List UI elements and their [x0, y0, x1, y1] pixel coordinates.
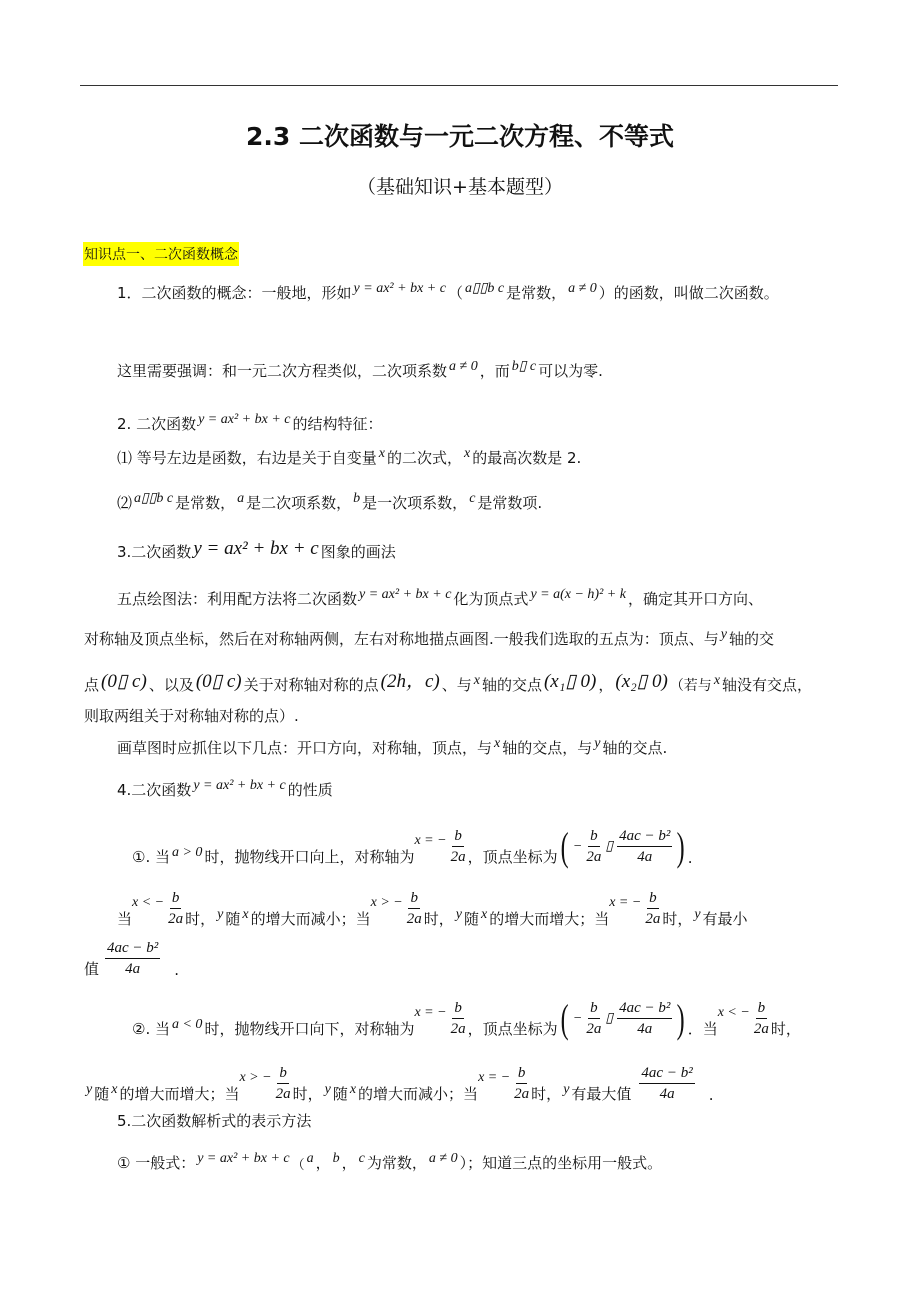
formula: y = a(x − h)² + k [530, 587, 626, 602]
denominator: 2a [586, 1021, 602, 1037]
formula: (0▯ c) [195, 671, 242, 692]
numerator: b [170, 888, 182, 909]
denominator: 4a [637, 1021, 653, 1037]
text: 对称轴及顶点坐标，然后在对称轴两侧，左右对称地描点画图.一般我们选取的五点为：顶点、与 [84, 630, 719, 648]
text: 化为顶点式 [453, 590, 529, 608]
fraction [586, 826, 601, 867]
text: 、以及 [148, 676, 194, 694]
fraction [514, 1063, 529, 1104]
text: 3.二次函数 [117, 543, 192, 561]
text: （若与 [669, 678, 712, 694]
text: 则取两组关于对称轴对称的点）. [84, 707, 299, 725]
paren: ( [560, 995, 569, 1041]
formula: x > − [239, 1069, 272, 1085]
text: （ [291, 1158, 305, 1173]
formula: x > − [370, 894, 403, 910]
fraction [617, 826, 672, 867]
numerator: b [408, 888, 420, 909]
text: 图象的画法 [320, 543, 396, 561]
formula: ▯ [605, 1011, 614, 1026]
formula: b [332, 1151, 340, 1166]
text: （ [447, 284, 463, 302]
text: 的最高次数是 2. [472, 449, 582, 467]
property-a-negative-cont [84, 1063, 713, 1104]
fraction [451, 998, 466, 1039]
text: 时， [662, 910, 693, 928]
formula: y = ax² + bx + c [359, 587, 452, 602]
text: 随 [225, 910, 241, 928]
header-rule [80, 85, 838, 86]
formula: x < − [132, 894, 165, 910]
text: 五点绘图法：利用配方法将二次函数 [117, 590, 358, 608]
text: ）的函数，叫做二次函数。 [598, 284, 779, 302]
numerator: 4ac − b² [639, 1063, 694, 1084]
text: 为常数， [366, 1154, 427, 1172]
text: 轴的交点. [602, 739, 668, 757]
formula: x [242, 907, 249, 922]
text: 是一次项系数， [362, 494, 468, 512]
text: 是二次项系数， [246, 494, 352, 512]
five-point-line-4 [84, 705, 299, 726]
text: 时， [770, 1020, 801, 1038]
paren: ) [677, 995, 686, 1041]
formula: x [111, 1082, 118, 1097]
graph-method-heading [117, 540, 396, 562]
formula: x [349, 1082, 357, 1097]
formula: c [469, 491, 476, 506]
concept-definition [117, 282, 779, 303]
fraction [639, 1063, 694, 1104]
paren: ) [677, 823, 686, 869]
text: 时， [531, 1085, 562, 1103]
page-title: 2.3 二次函数与一元二次方程、不等式 [246, 122, 674, 151]
text: ， [341, 1154, 357, 1172]
text: ①. 当 [132, 848, 170, 866]
fraction [407, 888, 422, 929]
emphasis-note [117, 360, 603, 381]
text: 是常数， [506, 284, 567, 302]
formula: y [217, 907, 224, 922]
text: 的增大而减小；当 [358, 1085, 479, 1103]
structure-item-1 [117, 447, 581, 468]
text: 时， [292, 1085, 323, 1103]
formula: y [563, 1082, 570, 1097]
denominator: 4a [125, 961, 141, 977]
text: ，而 [479, 362, 510, 380]
denominator: 2a [753, 1021, 769, 1037]
formula: y = ax² + bx + c [198, 412, 291, 427]
text: 4.二次函数 [117, 781, 192, 799]
text: 是常数， [175, 494, 236, 512]
denominator: 2a [275, 1086, 291, 1102]
fraction [451, 826, 466, 867]
text: 、与 [441, 676, 472, 694]
numerator: b [647, 888, 659, 909]
formula: y [324, 1082, 331, 1097]
denominator: 2a [514, 1086, 530, 1102]
formula: x = − [478, 1069, 511, 1085]
denominator: 2a [450, 1021, 466, 1037]
formula: x [480, 907, 488, 922]
text: 随 [94, 1085, 110, 1103]
structure-item-2 [117, 492, 542, 513]
text: 1．二次函数的概念：一般地，形如 [117, 284, 352, 302]
formula: a > 0 [171, 845, 203, 860]
formula: y [720, 627, 727, 642]
section-heading-highlighted: 知识点一、二次函数概念 [83, 242, 239, 266]
formula: ▯ [605, 839, 614, 854]
minimum-value [84, 938, 179, 979]
text: ⑵ [117, 494, 133, 512]
text: 的增大而增大；当 [489, 910, 610, 928]
text: 当 [117, 910, 133, 928]
text: 关于对称轴对称的点 [243, 676, 379, 694]
formula: a ≠ 0 [428, 1151, 458, 1166]
text: 轴的交 [729, 630, 775, 648]
numerator: b [452, 826, 464, 847]
formula: a [237, 491, 245, 506]
text: 随 [463, 910, 479, 928]
denominator: 2a [450, 849, 466, 865]
fraction [645, 888, 660, 929]
text: 时， [185, 910, 216, 928]
property-a-positive [132, 823, 693, 869]
numerator: 4ac − b² [617, 998, 672, 1019]
formula: b [353, 491, 361, 506]
denominator: 2a [406, 911, 422, 927]
text: 点 [84, 676, 100, 694]
property-a-negative [132, 995, 801, 1041]
representation-heading [117, 1110, 311, 1131]
denominator: 4a [659, 1086, 675, 1102]
formula: y [594, 736, 601, 751]
text: 2. 二次函数 [117, 415, 197, 433]
text: ⑴ 等号左边是函数，右边是关于自变量 [117, 449, 377, 467]
denominator: 2a [645, 911, 661, 927]
text: 的结构特征： [292, 415, 383, 433]
formula: − [572, 838, 583, 854]
formula: x < − [717, 1004, 750, 1020]
five-point-line-1 [117, 588, 763, 609]
property-a-positive-cont [117, 888, 748, 929]
text: ① 一般式： [117, 1154, 196, 1172]
text: 画草图时应抓住以下几点：开口方向，对称轴，顶点，与 [117, 739, 493, 757]
structure-heading [117, 413, 383, 434]
numerator: b [516, 1063, 528, 1084]
fraction [105, 938, 160, 979]
formula: x [464, 446, 471, 461]
text: 这里需要强调：和一元二次方程类似，二次项系数 [117, 362, 448, 380]
numerator: 4ac − b² [617, 826, 672, 847]
denominator: 2a [168, 911, 184, 927]
numerator: 4ac − b² [105, 938, 160, 959]
page-subtitle: （基础知识+基本题型） [357, 176, 563, 198]
formula: y = ax² + bx + c [197, 1151, 290, 1166]
formula: a ≠ 0 [449, 359, 478, 374]
text: 值 [84, 960, 100, 978]
formula: x = − [609, 894, 642, 910]
formula: y = ax² + bx + c [193, 778, 286, 793]
text: 的增大而增大；当 [119, 1085, 240, 1103]
formula: x [378, 446, 385, 461]
formula: (2h，c) [380, 671, 440, 692]
paren: ( [560, 823, 569, 869]
five-point-line-2 [84, 628, 774, 649]
numerator: b [588, 998, 600, 1019]
denominator: 2a [586, 849, 602, 865]
text: 时，抛物线开口向上，对称轴为 [204, 848, 415, 866]
text: ）；知道三点的坐标用一般式。 [459, 1154, 663, 1172]
sketch-tips [117, 737, 667, 758]
text: 有最小 [702, 910, 748, 928]
text: 可以为零. [538, 362, 603, 380]
formula: x [494, 736, 501, 751]
fraction [276, 1063, 291, 1104]
vertex-coordinates [558, 995, 688, 1041]
fraction [617, 998, 672, 1039]
formula: (0▯ c) [101, 671, 147, 692]
numerator: b [588, 826, 600, 847]
formula: y [455, 907, 462, 922]
text: 的性质 [287, 781, 333, 799]
formula: a▯▯b c [464, 281, 505, 296]
text: ， [315, 1154, 331, 1172]
formula: c [358, 1151, 365, 1166]
text: 5.二次函数解析式的表示方法 [117, 1112, 312, 1130]
formula: y [86, 1082, 93, 1097]
text: ，顶点坐标为 [467, 1020, 558, 1038]
text: 时，抛物线开口向下，对称轴为 [204, 1020, 415, 1038]
text: ，顶点坐标为 [467, 848, 558, 866]
text: ，确定其开口方向、 [627, 590, 763, 608]
text: 轴的交点，与 [502, 739, 593, 757]
formula: a < 0 [171, 1017, 203, 1032]
formula: y = ax² + bx + c [353, 281, 446, 296]
text: ②. 当 [132, 1020, 170, 1038]
numerator: b [452, 998, 464, 1019]
text: ．当 [687, 1020, 718, 1038]
text: 随 [332, 1085, 348, 1103]
general-form [117, 1152, 662, 1173]
text: . [687, 849, 693, 867]
fraction [586, 998, 601, 1039]
formula: y = ax² + bx + c [193, 538, 319, 559]
formula: y [694, 907, 701, 922]
text: 是常数项. [477, 494, 543, 512]
denominator: 4a [637, 849, 653, 865]
five-point-line-3 [84, 668, 812, 695]
formula: a ≠ 0 [568, 281, 597, 296]
text: ， [598, 676, 614, 694]
text: 时， [423, 910, 454, 928]
formula: x [713, 673, 721, 688]
numerator: b [756, 998, 768, 1019]
formula: (x₂▯ 0) [615, 671, 668, 692]
properties-heading [117, 779, 333, 800]
fraction [168, 888, 183, 929]
formula: a▯▯b c [134, 491, 174, 506]
text: 的增大而减小；当 [250, 910, 371, 928]
text: 轴的交点 [481, 676, 542, 694]
formula: x [473, 673, 480, 688]
formula: (x₁▯ 0) [543, 671, 597, 692]
text: . [708, 1086, 714, 1104]
numerator: b [277, 1063, 289, 1084]
text: . [174, 961, 180, 979]
fraction [754, 998, 769, 1039]
text: 轴没有交点， [722, 676, 813, 694]
vertex-coordinates [558, 823, 688, 869]
formula: x = − [414, 832, 447, 848]
formula: a [306, 1151, 314, 1166]
formula: b▯ c [511, 359, 537, 374]
text: 有最大值 [571, 1085, 632, 1103]
text: 的二次式， [387, 449, 463, 467]
formula: x = − [414, 1004, 447, 1020]
formula: − [572, 1010, 583, 1026]
